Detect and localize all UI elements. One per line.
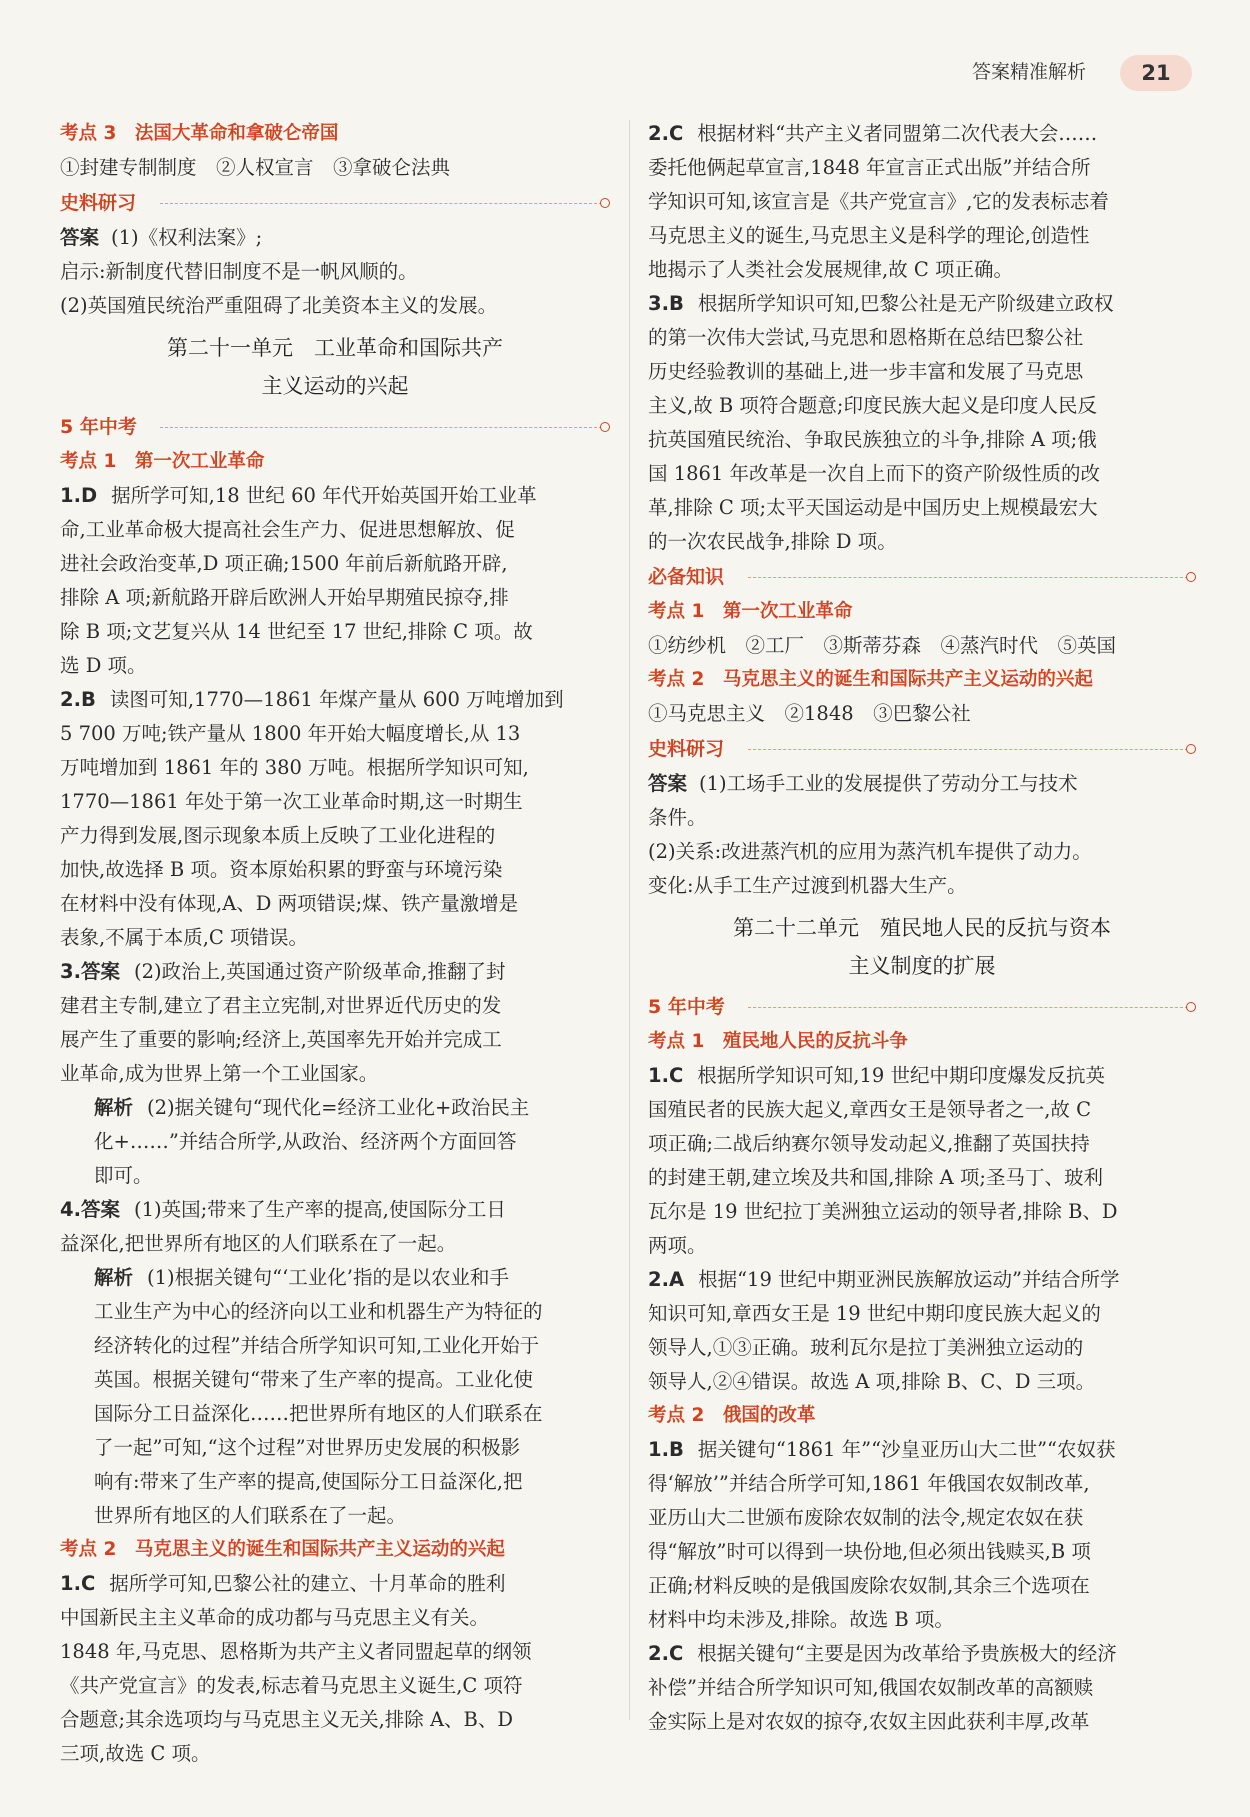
text-line (60, 479, 610, 513)
text-line (60, 955, 610, 989)
text-line (94, 1261, 610, 1295)
question-item (648, 1059, 1196, 1263)
section-label: 史料研习 (60, 192, 144, 214)
unit-title-line: 第二十二单元 殖民地人民的反抗与资本 (733, 916, 1111, 940)
text-line: 国 1861 年改革是一次自上而下的资产阶级性质的改 (648, 462, 1101, 485)
text-line: 产力得到发展,图示现象本质上反映了工业化进程的 (60, 824, 496, 847)
analysis-block (60, 1261, 610, 1533)
answer-line (60, 221, 610, 255)
answer-line: 条件。 (648, 806, 707, 829)
line-text: (1)英国;带来了生产率的提高,使国际分工日 (133, 1198, 506, 1221)
kp-title: 考点 3 法国大革命和拿破仑帝国 (60, 123, 339, 144)
question-item (60, 1567, 610, 1771)
question-number: 3.答案 (60, 960, 120, 983)
text-line: 展产生了重要的影响;经济上,英国率先开始并完成工 (60, 1028, 502, 1051)
text-line (648, 287, 1196, 321)
text-line: 学知识可知,该宣言是《共产党宣言》,它的发表标志着 (648, 190, 1109, 213)
text-line: 历史经验教训的基础上,进一步丰富和发展了马克思 (648, 360, 1084, 383)
question-item (648, 1637, 1196, 1739)
text-line: 三项,故选 C 项。 (60, 1742, 211, 1765)
text-line: 选 D 项。 (60, 654, 147, 677)
text-line: 国际分工日益深化……把世界所有地区的人们联系在 (94, 1402, 543, 1425)
text-line: 世界所有地区的人们联系在了一起。 (94, 1504, 407, 1527)
rule-end-dot (1186, 744, 1196, 754)
question-number: 3.B (648, 292, 684, 315)
answer-text: (1)《权利法案》; (111, 226, 263, 249)
text-line: 的一次农民战争,排除 D 项。 (648, 530, 897, 553)
text-line: 益深化,把世界所有地区的人们联系在了一起。 (60, 1232, 457, 1255)
text-line: 命,工业革命极大提高社会生产力、促进思想解放、促 (60, 518, 515, 541)
text-line: 响有:带来了生产率的提高,使国际分工日益深化,把 (94, 1470, 523, 1493)
text-line: 金实际上是对农奴的掠夺,农奴主因此获利丰厚,改革 (648, 1710, 1090, 1733)
question-item (60, 955, 610, 1091)
text-line: 在材料中没有体现,A、D 两项错误;煤、铁产量激增是 (60, 892, 519, 915)
section-label: 史料研习 (648, 738, 732, 760)
question-item (648, 117, 1196, 287)
text-line: 革,排除 C 项;太平天国运动是中国历史上规模最宏大 (648, 496, 1098, 519)
line-text: 读图可知,1770—1861 年煤产量从 600 万吨增加到 (109, 688, 564, 711)
dashed-rule (748, 577, 1188, 578)
rule-end-dot (600, 198, 610, 208)
text-line (60, 683, 610, 717)
text-line: 瓦尔是 19 世纪拉丁美洲独立运动的领导者,排除 B、D (648, 1200, 1118, 1223)
section-label: 5 年中考 (60, 416, 145, 438)
question-number: 4.答案 (60, 1198, 120, 1221)
text-line: 抗英国殖民统治、争取民族独立的斗争,排除 A 项;俄 (648, 428, 1097, 451)
text-line: 进社会政治变革,D 项正确;1500 年前后新航路开辟, (60, 552, 508, 575)
question-number: 1.D (60, 484, 98, 507)
text-line: 加快,故选择 B 项。资本原始积累的野蛮与环境污染 (60, 858, 503, 881)
line-text: 据所学可知,18 世纪 60 年代开始英国开始工业革 (111, 484, 537, 507)
section-heading (648, 559, 1196, 595)
text-line (648, 1263, 1196, 1297)
text-line: 英国。根据关键句“带来了生产率的提高。工业化使 (94, 1368, 533, 1391)
question-item (60, 479, 610, 683)
unit-title-line: 主义制度的扩展 (848, 954, 996, 978)
line-text: (2)政治上,英国通过资产阶级革命,推翻了封 (133, 960, 506, 983)
text-line (60, 1193, 610, 1227)
question-number: 1.C (60, 1572, 96, 1595)
text-line: 领导人,①③正确。玻利瓦尔是拉丁美洲独立运动的 (648, 1336, 1084, 1359)
page-header (0, 55, 1250, 95)
text-line: 1848 年,马克思、恩格斯为共产主义者同盟起草的纲领 (60, 1640, 532, 1663)
unit-title (60, 329, 610, 405)
text-line: 亚历山大二世颁布废除农奴制的法令,规定农奴在获 (648, 1506, 1084, 1529)
text-line: 委托他俩起草宣言,1848 年宣言正式出版”并结合所 (648, 156, 1091, 179)
dashed-rule (748, 749, 1188, 750)
answer-line: 变化:从手工生产过渡到机器大生产。 (648, 874, 967, 897)
kp-title: 考点 2 马克思主义的诞生和国际共产主义运动的兴起 (648, 669, 1093, 690)
text-line: 业革命,成为世界上第一个工业国家。 (60, 1062, 379, 1085)
kp-title: 考点 2 俄国的改革 (648, 1405, 816, 1426)
text-line (648, 1059, 1196, 1093)
text-line: 排除 A 项;新航路开辟后欧洲人开始早期殖民掠夺,排 (60, 586, 509, 609)
line-text: 据关键句“1861 年”“沙皇亚历山大二世”“农奴获 (697, 1438, 1116, 1461)
text-line: 化+……”并结合所学,从政治、经济两个方面回答 (94, 1130, 517, 1153)
text-line: 知识可知,章西女王是 19 世纪中期印度民族大起义的 (648, 1302, 1101, 1325)
question-item (60, 1193, 610, 1261)
text-line: 得‘解放’”并结合所学可知,1861 年俄国农奴制改革, (648, 1472, 1090, 1495)
text-line (94, 1091, 610, 1125)
question-number: 2.C (648, 122, 684, 145)
line-text: (2)据关键句“现代化=经济工业化+政治民主 (147, 1096, 530, 1119)
rule-end-dot (1186, 572, 1196, 582)
text-line: 万吨增加到 1861 年的 380 万吨。根据所学知识可知, (60, 756, 529, 779)
text-line: 除 B 项;文艺复兴从 14 世纪至 17 世纪,排除 C 项。故 (60, 620, 533, 643)
section-heading (648, 989, 1196, 1025)
answer-tag: 答案 (648, 772, 688, 795)
question-number: 1.B (648, 1438, 684, 1461)
question-item (648, 1263, 1196, 1399)
dashed-rule (748, 1007, 1188, 1008)
text-line: 5 700 万吨;铁产量从 1800 年开始大幅度增长,从 13 (60, 722, 521, 745)
text-line: 领导人,②④错误。故选 A 项,排除 B、C、D 三项。 (648, 1370, 1096, 1393)
analysis-tag: 解析 (94, 1096, 134, 1119)
section-label: 必备知识 (648, 566, 732, 588)
line-text: 根据所学知识可知,19 世纪中期印度爆发反抗英 (697, 1064, 1106, 1087)
text-line: 两项。 (648, 1234, 707, 1257)
text-line: 《共产党宣言》的发表,标志着马克思主义诞生,C 项符 (60, 1674, 523, 1697)
section-heading (648, 731, 1196, 767)
answer-line (648, 767, 1196, 801)
line-text: (1)根据关键句“‘工业化’指的是以农业和手 (147, 1266, 510, 1289)
dashed-rule (160, 203, 602, 204)
section-heading (60, 409, 610, 445)
text-line: 得“解放”时可以得到一块份地,但必须出钱赎买,B 项 (648, 1540, 1091, 1563)
kp-answers: ①纺纱机 ②工厂 ③斯蒂芬森 ④蒸汽时代 ⑤英国 (648, 634, 1117, 657)
text-line: 了一起”可知,“这个过程”对世界历史发展的积极影 (94, 1436, 521, 1459)
text-line: 材料中均未涉及,排除。故选 B 项。 (648, 1608, 954, 1631)
text-line: 经济转化的过程”并结合所学知识可知,工业化开始于 (94, 1334, 540, 1357)
text-line: 的封建王朝,建立埃及共和国,排除 A 项;圣马丁、玻利 (648, 1166, 1103, 1189)
answer-tag: 答案 (60, 226, 100, 249)
question-number: 2.C (648, 1642, 684, 1665)
text-line: 即可。 (94, 1164, 153, 1187)
unit-title (648, 909, 1196, 985)
rule-end-dot (600, 422, 610, 432)
left-column (60, 117, 610, 1771)
text-line: 国殖民者的民族大起义,章西女王是领导者之一,故 C (648, 1098, 1092, 1121)
line-text: 根据所学知识可知,巴黎公社是无产阶级建立政权 (697, 292, 1114, 315)
analysis-block (60, 1091, 610, 1193)
kp-title: 考点 1 殖民地人民的反抗斗争 (648, 1031, 908, 1052)
answer-line: 启示:新制度代替旧制度不是一帆风顺的。 (60, 260, 418, 283)
text-line: 地揭示了人类社会发展规律,故 C 项正确。 (648, 258, 1014, 281)
text-line: 马克思主义的诞生,马克思主义是科学的理论,创造性 (648, 224, 1090, 247)
header-title: 答案精准解析 (972, 61, 1087, 83)
rule-end-dot (1186, 1002, 1196, 1012)
text-line: 主义,故 B 项符合题意;印度民族大起义是印度人民反 (648, 394, 1097, 417)
right-column (648, 117, 1196, 1739)
line-text: 据所学可知,巴黎公社的建立、十月革命的胜利 (109, 1572, 506, 1595)
dashed-rule (160, 427, 602, 428)
text-line: 表象,不属于本质,C 项错误。 (60, 926, 309, 949)
text-line: 1770—1861 年处于第一次工业革命时期,这一时期生 (60, 790, 523, 813)
text-line (60, 1567, 610, 1601)
question-item (648, 287, 1196, 559)
section-heading (60, 185, 610, 221)
unit-title-line: 第二十一单元 工业革命和国际共产 (167, 336, 503, 360)
page-number-badge: 21 (1120, 55, 1192, 91)
line-text: 根据材料“共产主义者同盟第二次代表大会…… (697, 122, 1098, 145)
kp-answers: ①马克思主义 ②1848 ③巴黎公社 (648, 702, 971, 725)
text-line: 的第一次伟大尝试,马克思和恩格斯在总结巴黎公社 (648, 326, 1084, 349)
question-number: 1.C (648, 1064, 684, 1087)
text-line: 中国新民主主义革命的成功都与马克思主义有关。 (60, 1606, 490, 1629)
kp-title: 考点 1 第一次工业革命 (648, 601, 853, 622)
text-line: 工业生产为中心的经济向以工业和机器生产为特征的 (94, 1300, 543, 1323)
question-number: 2.B (60, 688, 96, 711)
question-item (648, 1433, 1196, 1637)
section-label: 5 年中考 (648, 996, 733, 1018)
text-line (648, 117, 1196, 151)
kp-title: 考点 1 第一次工业革命 (60, 451, 265, 472)
answer-line: (2)英国殖民统治严重阻碍了北美资本主义的发展。 (60, 294, 498, 317)
text-line: 建君主专制,建立了君主立宪制,对世界近代历史的发 (60, 994, 502, 1017)
text-line: 项正确;二战后纳赛尔领导发动起义,推翻了英国扶持 (648, 1132, 1090, 1155)
analysis-tag: 解析 (94, 1266, 134, 1289)
text-line: 补偿”并结合所学知识可知,俄国农奴制改革的高额赎 (648, 1676, 1094, 1699)
question-number: 2.A (648, 1268, 685, 1291)
line-text: 根据关键句“主要是因为改革给予贵族极大的经济 (697, 1642, 1117, 1665)
text-line: 合题意;其余选项均与马克思主义无关,排除 A、B、D (60, 1708, 514, 1731)
line-text: 根据“19 世纪中期亚洲民族解放运动”并结合所学 (698, 1268, 1120, 1291)
text-line (648, 1637, 1196, 1671)
column-divider (629, 120, 630, 1720)
text-line: 正确;材料反映的是俄国废除农奴制,其余三个选项在 (648, 1574, 1090, 1597)
kp-answers: ①封建专制制度 ②人权宣言 ③拿破仑法典 (60, 156, 451, 179)
answer-text: (1)工场手工业的发展提供了劳动分工与技术 (699, 772, 1078, 795)
answer-line: (2)关系:改进蒸汽机的应用为蒸汽机车提供了动力。 (648, 840, 1092, 863)
unit-title-line: 主义运动的兴起 (261, 374, 409, 398)
text-line (648, 1433, 1196, 1467)
kp-title: 考点 2 马克思主义的诞生和国际共产主义运动的兴起 (60, 1539, 505, 1560)
question-item (60, 683, 610, 955)
